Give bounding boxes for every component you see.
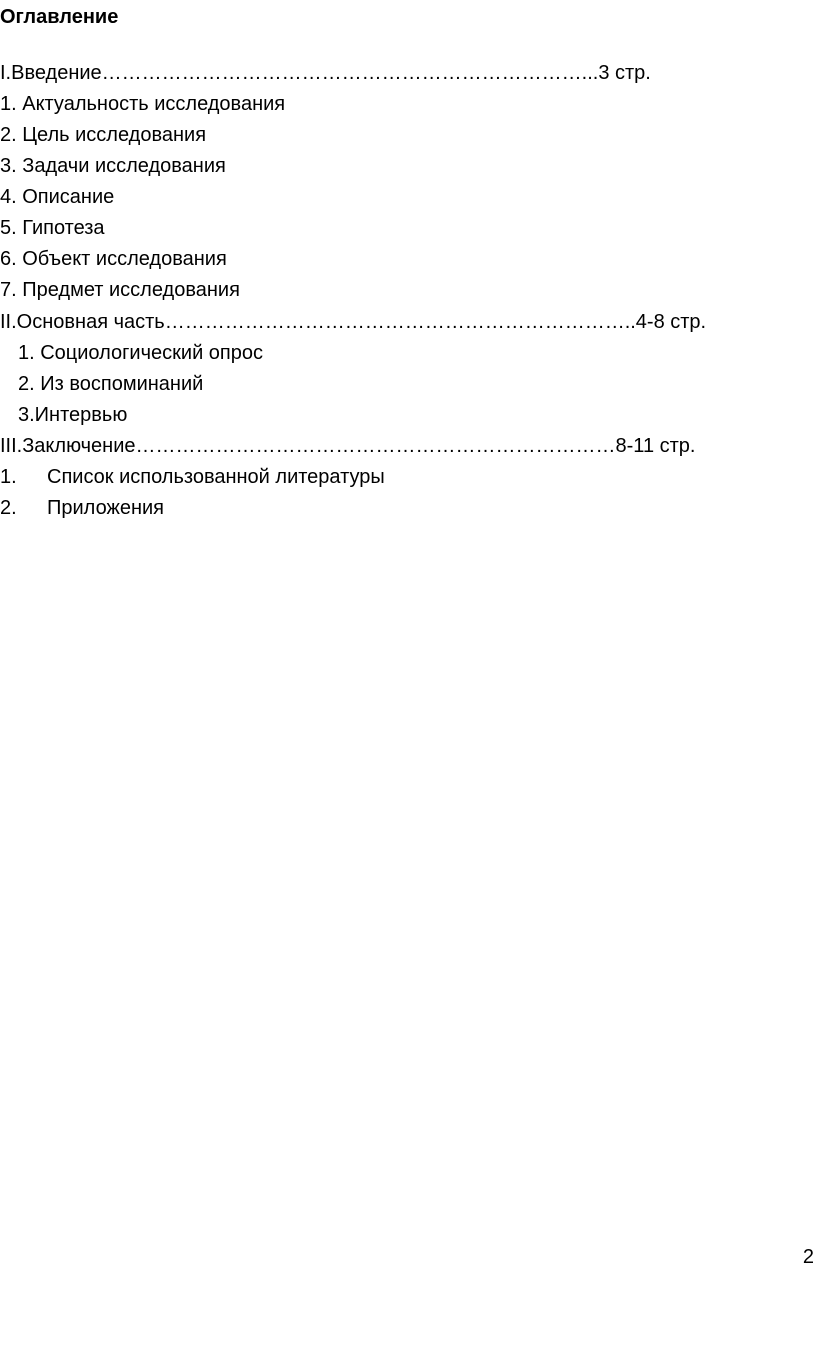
toc-item-references: [0, 464, 385, 490]
toc-title: Оглавление: [0, 6, 119, 28]
toc-item-appendices: [0, 495, 164, 521]
toc-section-introduction: I.Введение………………………………………………………………...3 стр.: [0, 62, 651, 84]
toc-item-memories: 2. Из воспоминаний: [18, 373, 204, 395]
toc-item-description: 4. Описание: [0, 186, 115, 208]
toc-item-interview: 3.Интервью: [18, 404, 128, 426]
toc-item-survey: 1. Социологический опрос: [18, 342, 263, 364]
toc-item-tasks: 3. Задачи исследования: [0, 155, 226, 177]
list-number: 1.: [0, 466, 17, 488]
toc-section-main-part: II.Основная часть……………………………………………………………..4-8 стр.: [0, 311, 707, 333]
list-text: Приложения: [47, 497, 165, 519]
page-number: 2: [802, 1246, 814, 1268]
toc-section-conclusion: III.Заключение………………………………………………………………8-11 стр.: [0, 435, 696, 457]
toc-item-goal: 2. Цель исследования: [0, 124, 207, 146]
toc-item-hypothesis: 5. Гипотеза: [0, 217, 105, 239]
toc-item-object: 6. Объект исследования: [0, 248, 227, 270]
toc-item-subject: 7. Предмет исследования: [0, 279, 240, 301]
list-text: Список использованной литературы: [47, 466, 385, 488]
toc-item-relevance: 1. Актуальность исследования: [0, 93, 286, 115]
list-number: 2.: [0, 497, 17, 519]
